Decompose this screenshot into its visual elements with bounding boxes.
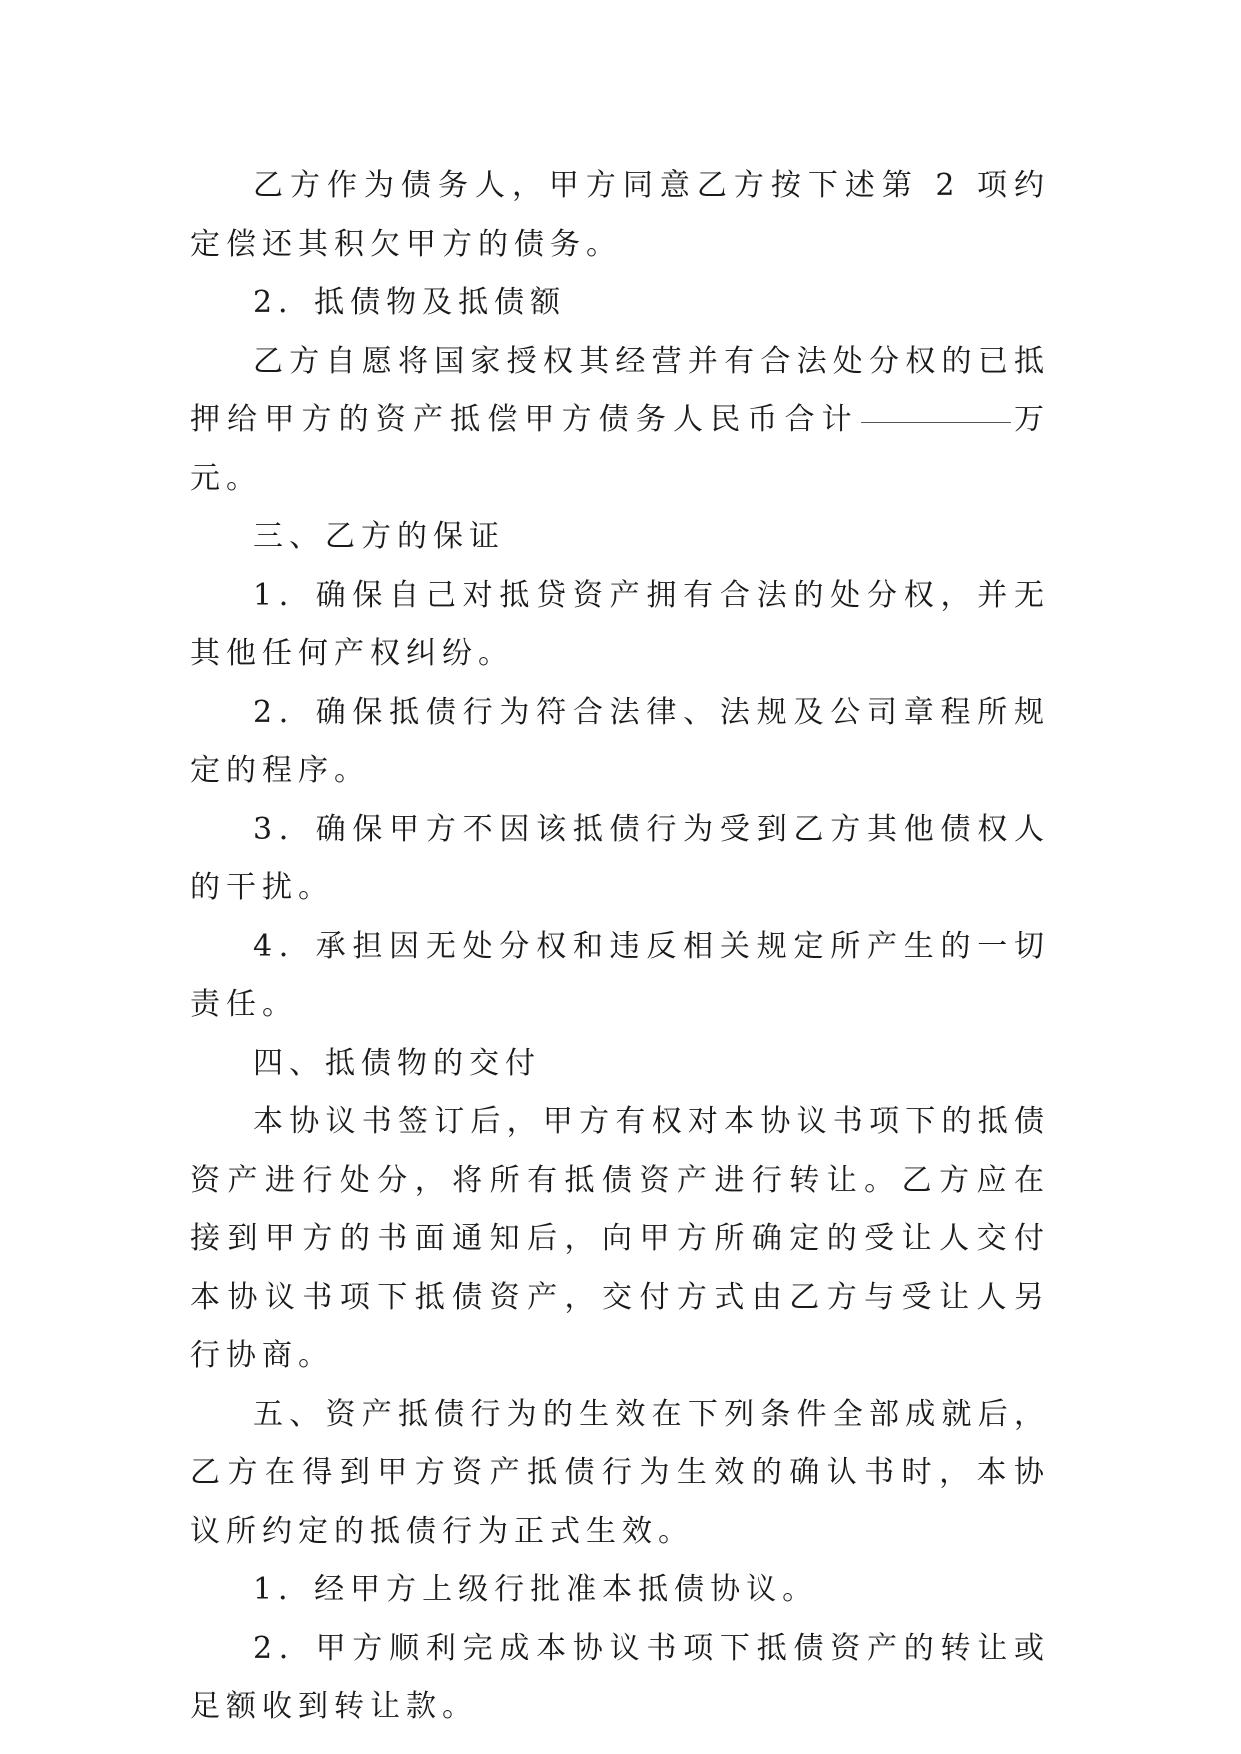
guarantee-item-4: 4．承担因无处分权和违反相关规定所产生的一切责任。 xyxy=(190,928,1050,1022)
paragraph-asset-offset xyxy=(190,333,1050,509)
paragraph-asset-offset-unit: 万元。 xyxy=(190,402,1051,496)
paragraph-asset-offset-text: 乙方自愿将国家授权其经营并有合法处分权的已抵押给甲方的资产抵偿甲方债务人民币合计 xyxy=(190,343,1050,437)
section-heading-guarantees: 三、乙方的保证 xyxy=(253,519,505,554)
amount-blank-line xyxy=(861,392,1011,423)
document-body xyxy=(190,157,1050,1737)
section-heading-collateral-amount: 2．抵债物及抵债额 xyxy=(253,285,567,320)
paragraph-repayment-method: 乙方作为债务人，甲方同意乙方按下述第 2 项约定偿还其积欠甲方的债务。 xyxy=(190,168,1050,262)
section-heading-delivery: 四、抵债物的交付 xyxy=(253,1045,541,1081)
paragraph-delivery: 本协议书签订后，甲方有权对本协议书项下的抵债资产进行处分，将所有抵债资产进行转让。乙方应在接到甲方的书面通知后，向甲方所确定的受让人交付本协议书项下抵债资产，交付方式由乙方与受让人另行协商。 xyxy=(190,1104,1050,1373)
effectiveness-condition-2: 2．甲方顺利完成本协议书项下抵债资产的转让或足额收到转让款。 xyxy=(190,1630,1050,1724)
guarantee-item-2: 2．确保抵债行为符合法律、法规及公司章程所规定的程序。 xyxy=(190,694,1050,788)
guarantee-item-3: 3．确保甲方不因该抵债行为受到乙方其他债权人的干扰。 xyxy=(190,811,1050,905)
guarantee-item-1: 1．确保自己对抵贷资产拥有合法的处分权，并无其他任何产权纠纷。 xyxy=(190,577,1050,671)
section-heading-effectiveness: 五、资产抵债行为的生效在下列条件全部成就后，乙方在得到甲方资产抵债行为生效的确认书时，本协议所约定的抵债行为正式生效。 xyxy=(190,1396,1050,1549)
effectiveness-condition-1: 1．经甲方上级行批准本抵债协议。 xyxy=(253,1572,819,1607)
